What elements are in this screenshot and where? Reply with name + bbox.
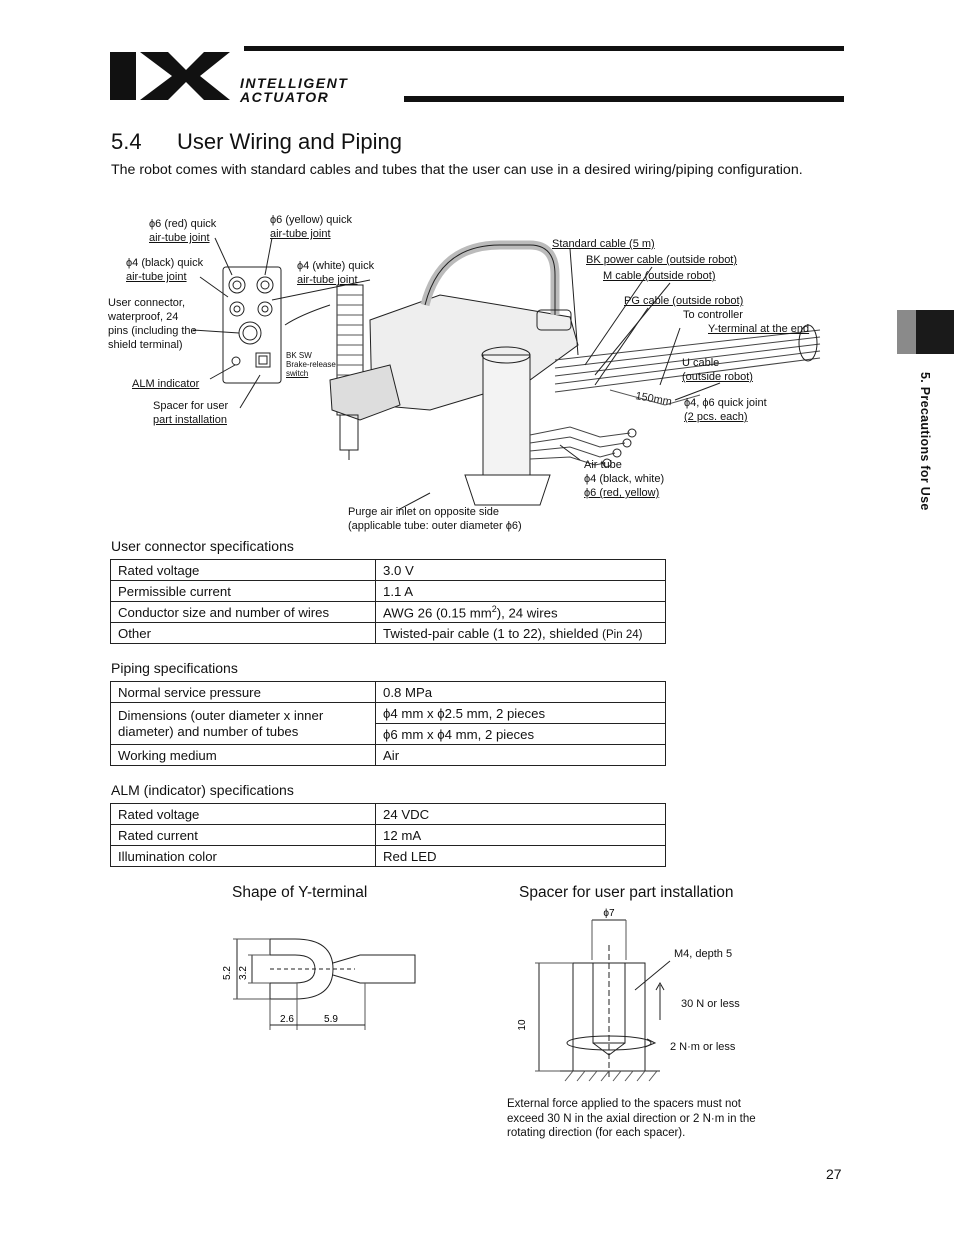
table-row: Rated voltage 3.0 V (111, 560, 666, 581)
red-joint-label: ϕ6 (red) quick air-tube joint (149, 218, 217, 244)
dim-5-9: 5.9 (324, 1014, 338, 1025)
spacer-note: External force applied to the spacers must not exceed 30 N in the axial direction or 2 N·m in the rotating direction (for each spacer). (507, 1098, 756, 1139)
table-row: Rated current 12 mA (111, 825, 666, 846)
bk-power-cable-label: BK power cable (outside robot) (586, 254, 738, 266)
table-row: Permissible current 1.1 A (111, 581, 666, 602)
spacer-fig-title: Spacer for user part installation (519, 884, 734, 901)
alm-specs-table (110, 803, 666, 867)
standard-cable-label: Standard cable (5 m) (552, 238, 655, 250)
dim-2-6: 2.6 (280, 1014, 294, 1025)
spacer-drawing (515, 905, 765, 1085)
table-row: ϕ6 mm x ϕ4 mm, 2 pieces (111, 724, 666, 745)
purge-air-label: Purge air inlet on opposite side (applicable tube: outer diameter ϕ6) (348, 506, 522, 532)
section-number: 5.4 (111, 129, 142, 154)
alm-indicator-label: ALM indicator (132, 378, 200, 390)
table-row: Conductor size and number of wires AWG 26 (0.15 $mm^2$), 24 wires (111, 602, 666, 623)
intro-paragraph: The robot comes with standard cables and tubes that the user can use in a desired wiring/piping configuration. (111, 162, 803, 178)
user-connector-specs-table (110, 559, 666, 644)
quick-joint-label: ϕ4, ϕ6 quick joint (2 pcs. each) (684, 397, 767, 423)
black-joint-label: ϕ4 (black) quick air-tube joint (126, 257, 204, 283)
alm-led (232, 357, 240, 365)
table-row: Dimensions (outer diameter x inner diameter) and number of tubes ϕ4 mm x ϕ2.5 mm, 2 pieces (111, 703, 666, 724)
pg-cable-label: PG cable (outside robot) (624, 295, 744, 307)
bk-sw-label: BK SW Brake-release switch (286, 351, 336, 378)
table-row: Other Twisted-pair cable (1 to 22), shielded (Pin 24) (111, 623, 666, 644)
ix-logo-mark (110, 44, 430, 106)
y-terminal-title: Shape of Y-terminal (232, 884, 368, 901)
to-controller-label: To controller (683, 309, 743, 321)
logo-line1: INTELLIGENT (240, 75, 349, 91)
u-cable-label: U cable (outside robot) (682, 357, 753, 383)
piping-specs-table (110, 681, 666, 766)
torque-label: 2 N·m or less (670, 1041, 736, 1053)
header-rule-bottom (404, 96, 844, 102)
spacer-label: Spacer for user part installation (153, 400, 229, 426)
alm-specs-title: ALM (indicator) specifications (111, 782, 294, 798)
yellow-joint-label: ϕ6 (yellow) quick air-tube joint (270, 214, 352, 240)
y-terminal-end-label: Y-terminal at the end (708, 323, 810, 335)
dim-phi7: ϕ7 (603, 908, 615, 919)
table-row: Rated voltage 24 VDC (111, 804, 666, 825)
axial-force-label: 30 N or less (681, 998, 740, 1010)
page-number: 27 (826, 1166, 842, 1182)
length-150mm-label: 150mm (634, 390, 673, 409)
dim-5-2: 5.2 (222, 966, 233, 980)
thread-label: M4, depth 5 (674, 948, 733, 960)
side-tab-grey (897, 310, 916, 354)
logo-line2: ACTUATOR (240, 89, 330, 105)
air-tube-label: Air tube ϕ4 (black, white) ϕ6 (red, yellow) (584, 459, 665, 499)
section-title-text: User Wiring and Piping (177, 129, 402, 154)
connector-panel (223, 267, 281, 383)
user-connector-specs-title: User connector specifications (111, 538, 294, 554)
side-tab-label: 5. Precautions for Use (918, 372, 932, 511)
brand-logo (110, 44, 430, 106)
white-joint-label: ϕ4 (white) quick air-tube joint (297, 260, 375, 286)
section-title (111, 129, 402, 155)
m-cable-label: M cable (outside robot) (603, 270, 716, 282)
header-rule-top (244, 46, 844, 51)
dim-10: 10 (517, 1019, 528, 1031)
piping-specs-title: Piping specifications (111, 660, 238, 676)
dim-3-2: 3.2 (238, 966, 249, 980)
y-terminal-drawing (215, 925, 435, 1035)
table-row: Normal service pressure 0.8 MPa (111, 682, 666, 703)
user-connector-label: User connector, waterproof, 24 pins (including the shield terminal) (108, 297, 197, 351)
table-row: Working medium Air (111, 745, 666, 766)
table-row: Illumination color Red LED (111, 846, 666, 867)
side-tab-dark (916, 310, 954, 354)
